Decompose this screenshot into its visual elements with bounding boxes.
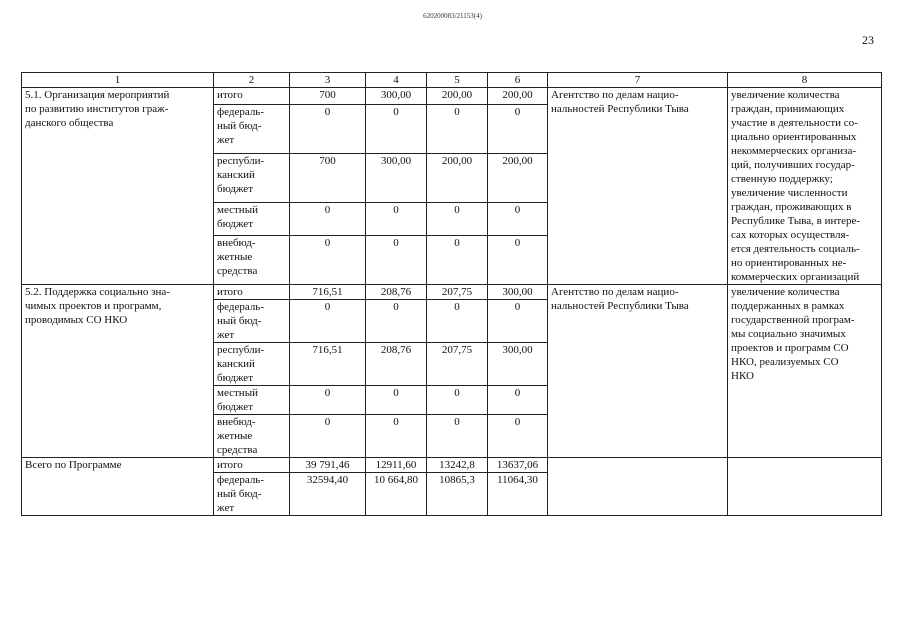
value-cell: 0 — [427, 386, 488, 415]
value-cell: 300,00 — [488, 285, 548, 300]
responsible-agency-5-2: Агентство по делам нацио- нальностей Республики Тыва — [548, 285, 728, 458]
funding-source: федераль- ный бюд- жет — [214, 300, 290, 343]
value-cell: 207,75 — [427, 285, 488, 300]
measure-name-5-2: 5.2. Поддержка социально зна- чимых проектов и программ, проводимых СО НКО — [22, 285, 214, 458]
value-cell: 13637,06 — [488, 458, 548, 473]
value-cell: 0 — [488, 415, 548, 458]
value-cell: 300,00 — [366, 88, 427, 105]
funding-source: внебюд- жетные средства — [214, 415, 290, 458]
value-cell: 200,00 — [488, 88, 548, 105]
value-cell: 11064,30 — [488, 473, 548, 516]
measure-name-5-1: 5.1. Организация мероприятий по развитию институтов граж- данского общества — [22, 88, 214, 285]
value-cell: 200,00 — [488, 154, 548, 203]
total-agency-empty — [548, 458, 728, 516]
value-cell: 0 — [290, 386, 366, 415]
funding-source: федераль- ный бюд- жет — [214, 105, 290, 154]
value-cell: 300,00 — [366, 154, 427, 203]
value-cell: 0 — [427, 202, 488, 235]
value-cell: 0 — [290, 202, 366, 235]
value-cell: 13242,8 — [427, 458, 488, 473]
column-header: 1 — [22, 73, 214, 88]
column-header-row — [22, 73, 882, 88]
value-cell: 0 — [427, 105, 488, 154]
total-result-empty — [728, 458, 882, 516]
funding-source: республи- канский бюджет — [214, 154, 290, 203]
column-header: 2 — [214, 73, 290, 88]
value-cell: 0 — [427, 236, 488, 285]
funding-source: итого — [214, 88, 290, 105]
value-cell: 200,00 — [427, 88, 488, 105]
funding-source: федераль- ный бюд- жет — [214, 473, 290, 516]
value-cell: 0 — [488, 105, 548, 154]
value-cell: 0 — [488, 386, 548, 415]
table-row — [22, 88, 882, 105]
funding-source: внебюд- жетные средства — [214, 236, 290, 285]
column-header: 3 — [290, 73, 366, 88]
value-cell: 208,76 — [366, 285, 427, 300]
value-cell: 0 — [427, 300, 488, 343]
value-cell: 200,00 — [427, 154, 488, 203]
value-cell: 0 — [366, 415, 427, 458]
value-cell: 12911,60 — [366, 458, 427, 473]
value-cell: 0 — [290, 236, 366, 285]
value-cell: 0 — [290, 300, 366, 343]
value-cell: 716,51 — [290, 285, 366, 300]
value-cell: 0 — [366, 386, 427, 415]
expected-result-5-1: увеличение количества граждан, принимающих участие в деятельности со- циально ориентированных некоммерческих организа- ций, получивших государ- ственную поддержку; увеличение численности граждан, проживающих в Республике Тыва, в интере- сах которых осуществля- ется деятельность социаль- но ориентированных не- коммерческих организаций — [728, 88, 882, 285]
column-header: 6 — [488, 73, 548, 88]
value-cell: 0 — [488, 202, 548, 235]
program-table — [21, 72, 882, 516]
funding-source: республи- канский бюджет — [214, 343, 290, 386]
value-cell: 0 — [290, 415, 366, 458]
value-cell: 0 — [427, 415, 488, 458]
table-row — [22, 458, 882, 473]
value-cell: 10865,3 — [427, 473, 488, 516]
funding-source: итого — [214, 458, 290, 473]
program-total-label: Всего по Программе — [22, 458, 214, 516]
funding-source: итого — [214, 285, 290, 300]
value-cell: 0 — [366, 300, 427, 343]
value-cell: 0 — [366, 236, 427, 285]
value-cell: 0 — [488, 300, 548, 343]
column-header: 4 — [366, 73, 427, 88]
value-cell: 0 — [366, 202, 427, 235]
value-cell: 32594,40 — [290, 473, 366, 516]
column-header: 7 — [548, 73, 728, 88]
value-cell: 10 664,80 — [366, 473, 427, 516]
value-cell: 207,75 — [427, 343, 488, 386]
value-cell: 0 — [290, 105, 366, 154]
value-cell: 0 — [366, 105, 427, 154]
value-cell: 0 — [488, 236, 548, 285]
expected-result-5-2: увеличение количества поддержанных в рамках государственной програм- мы социально значимых проектов и программ СО НКО, реализуемых СО НКО — [728, 285, 882, 458]
value-cell: 300,00 — [488, 343, 548, 386]
value-cell: 39 791,46 — [290, 458, 366, 473]
value-cell: 700 — [290, 154, 366, 203]
responsible-agency-5-1: Агентство по делам нацио- нальностей Республики Тыва — [548, 88, 728, 285]
page-number: 23 — [862, 33, 874, 47]
funding-source: местный бюджет — [214, 202, 290, 235]
value-cell: 716,51 — [290, 343, 366, 386]
column-header: 8 — [728, 73, 882, 88]
document-code: 620200083/21153(4) — [423, 12, 482, 20]
funding-source: местный бюджет — [214, 386, 290, 415]
value-cell: 208,76 — [366, 343, 427, 386]
value-cell: 700 — [290, 88, 366, 105]
column-header: 5 — [427, 73, 488, 88]
table-row — [22, 285, 882, 300]
